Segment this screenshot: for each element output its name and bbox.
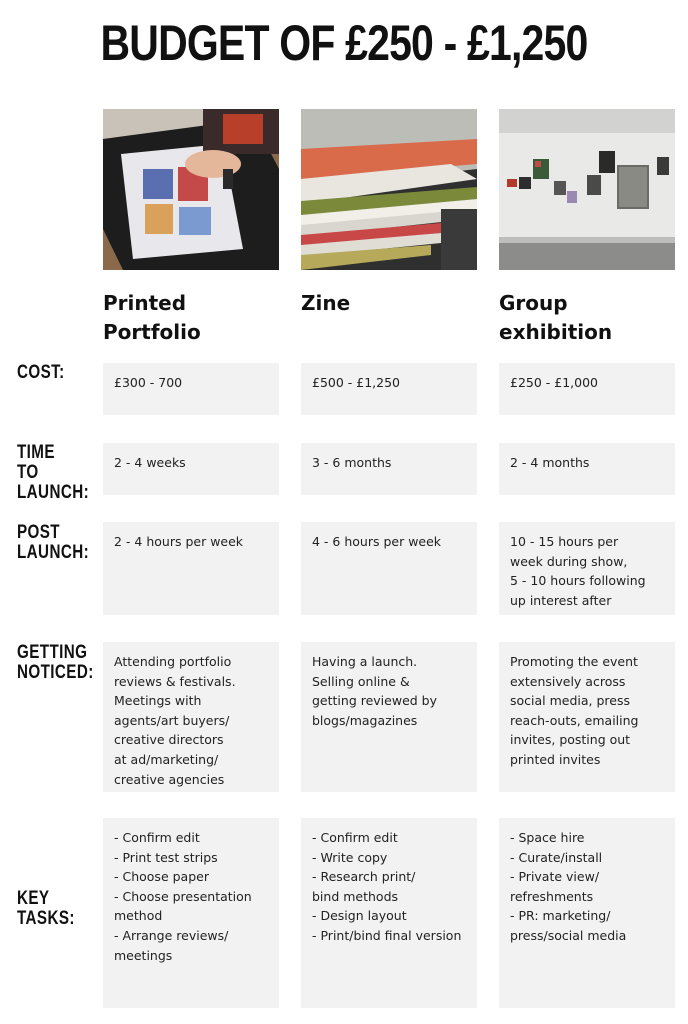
task-item: - PR: marketing/ press/social media (510, 908, 627, 943)
getting-noticed-cell (301, 642, 477, 792)
time-to-launch-cell (103, 443, 279, 495)
cell-text: 3 - 6 months (312, 455, 392, 470)
cell-text: Attending portfolio reviews & festivals. Meetings with agents/art buyers/ creative directors at ad/marketing/ creative agencies (114, 654, 236, 787)
cell-text: 4 - 6 hours per week (312, 534, 442, 549)
cell-text: £500 - £1,250 (312, 375, 401, 390)
task-item: - Confirm edit (114, 830, 200, 845)
cell-text: 10 - 15 hours per week during show, 5 - 10 hours following up interest after (510, 534, 646, 608)
task-item: - Curate/install (510, 849, 603, 865)
cost-cell (103, 363, 279, 415)
task-item: - Choose paper (114, 869, 209, 885)
task-item: - Arrange reviews/ meetings (114, 927, 229, 963)
row-label-getting-noticed: GETTING NOTICED: (17, 642, 94, 683)
row-label-cost: COST: (17, 362, 65, 383)
getting-noticed-cell (499, 642, 675, 792)
task-item: - Choose presentation method (114, 888, 252, 924)
portfolio-box-photo (103, 109, 279, 270)
column-heading-group-exhibition: Group exhibition (499, 291, 613, 344)
post-launch-cell (499, 522, 675, 615)
column-heading-printed-portfolio: Printed Portfolio (103, 291, 201, 344)
cell-text: 2 - 4 hours per week (114, 534, 244, 549)
task-item: - Print test strips (114, 849, 218, 865)
task-item: - Private view/ refreshments (510, 869, 600, 904)
task-item: - Design layout (312, 908, 407, 924)
key-tasks-cell (499, 818, 675, 1008)
cost-cell (499, 363, 675, 415)
cell-text: Having a launch. Selling online & getting reviewed by blogs/magazines (312, 654, 437, 728)
stack-of-zines-photo (301, 109, 477, 270)
post-launch-cell (103, 522, 279, 615)
key-tasks-cell (103, 818, 279, 1008)
key-tasks-cell (301, 818, 477, 1008)
gallery-wall-photo (499, 109, 675, 270)
task-list (312, 828, 469, 946)
row-label-time-to-launch: TIME TO LAUNCH: (17, 442, 90, 503)
task-item: - Confirm edit (312, 830, 398, 845)
task-item: - Print/bind final version (312, 927, 462, 943)
page-title: BUDGET OF £250 - £1,250 (100, 15, 588, 71)
task-list (510, 828, 667, 946)
task-item: - Research print/ bind methods (312, 869, 416, 904)
cost-cell (301, 363, 477, 415)
cell-text: Promoting the event extensively across social media, press reach-outs, emailing invites, posting out printed invites (510, 654, 639, 767)
cell-text: £250 - £1,000 (510, 375, 599, 390)
column-heading-zine: Zine (301, 291, 351, 315)
task-list (114, 828, 271, 965)
cell-text: 2 - 4 months (510, 455, 590, 470)
row-label-key-tasks: KEY TASKS: (17, 888, 75, 929)
cell-text: 2 - 4 weeks (114, 455, 186, 470)
row-label-post-launch: POST LAUNCH: (17, 522, 90, 563)
task-item: - Space hire (510, 830, 585, 845)
time-to-launch-cell (301, 443, 477, 495)
task-item: - Write copy (312, 849, 388, 865)
cell-text: £300 - 700 (114, 375, 183, 390)
post-launch-cell (301, 522, 477, 615)
getting-noticed-cell (103, 642, 279, 792)
time-to-launch-cell (499, 443, 675, 495)
